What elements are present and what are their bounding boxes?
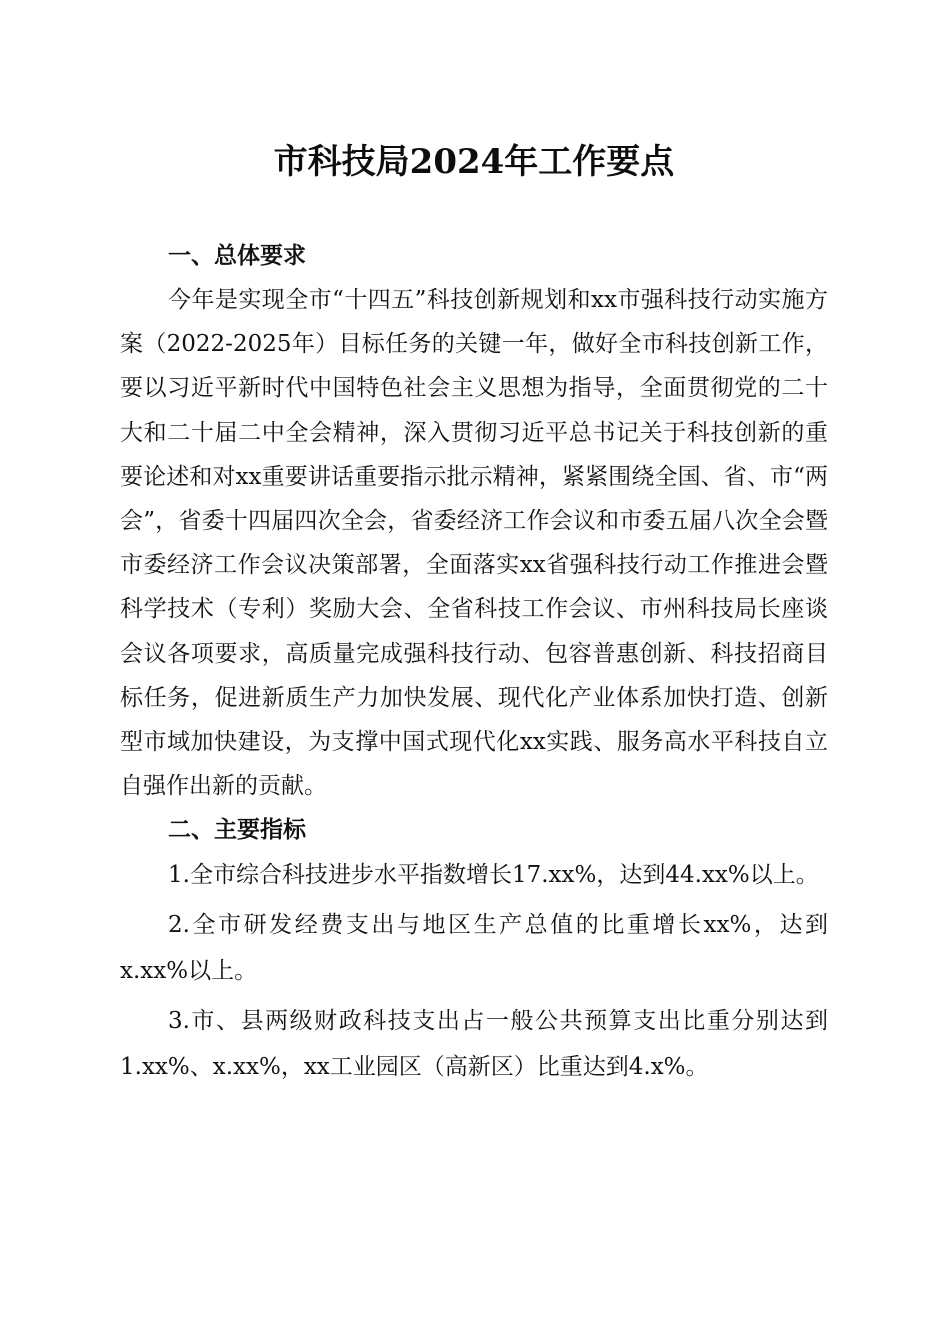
document-title: 市科技局2024年工作要点 [273, 142, 675, 182]
indicator-item-3: 3.市、县两级财政科技支出占一般公共预算支出比重分别达到1.xx%、x.xx%，xx工业园区（高新区）比重达到4.x%。 [120, 1008, 828, 1081]
section-heading-main-indicators: 二、主要指标 [168, 816, 306, 844]
paragraph-overall-requirements: 今年是实现全市“十四五”科技创新规划和xx市强科技行动实施方案（2022-2025年）目标任务的关键一年，做好全市科技创新工作，要以习近平新时代中国特色社会主义思想为指导，全面贯彻党的二十大和二十届二中全会精神，深入贯彻习近平总书记关于科技创新的重要论述和对xx重要讲话重要指示批示精神，紧紧围绕全国、省、市“两会”，省委十四届四次全会，省委经济工作会议和市委五届八次全会暨市委经济工作会议决策部署，全面落实xx省强科技行动工作推进会暨科学技术（专利）奖励大会、全省科技工作会议、市州科技局长座谈会议各项要求，高质量完成强科技行动、包容普惠创新、科技招商目标任务，促进新质生产力加快发展、现代化产业体系加快打造、创新型市域加快建设，为支撑中国式现代化xx实践、服务高水平科技自立自强作出新的贡献。 [120, 287, 828, 800]
indicator-item-2: 2.全市研发经费支出与地区生产总值的比重增长xx%，达到x.xx%以上。 [120, 912, 828, 985]
section-heading-overall-requirements: 一、总体要求 [168, 242, 306, 269]
indicator-item-1: 1.全市综合科技进步水平指数增长17.xx%，达到44.xx%以上。 [168, 862, 819, 889]
